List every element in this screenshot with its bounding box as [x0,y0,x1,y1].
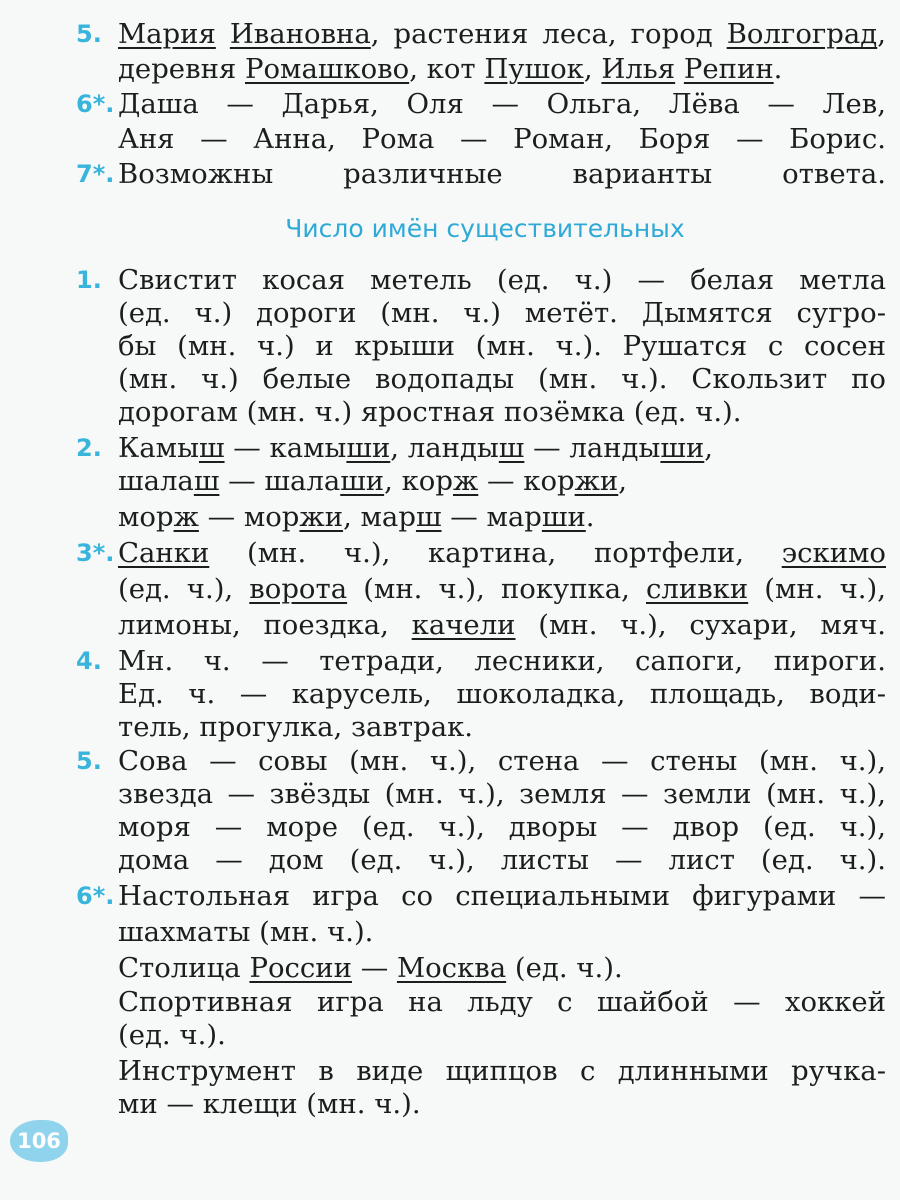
text-segment: (мн. ч.), картина, портфели, [209,537,782,569]
text-line [118,1088,886,1121]
text-line [118,297,886,330]
underlined-text: ш [415,501,442,533]
underlined-text: ж [452,465,479,497]
text-segment [216,18,230,50]
text-segment: шала [118,465,194,497]
text-segment: моря — море (ед. ч.), дворы — двор (ед. ч.), [118,811,886,843]
text-segment: Аня — Анна, Рома — Роман, Боря — Борис. [118,123,886,155]
underlined-text: ж [173,501,199,533]
text-segment: , кор [384,465,453,497]
text-segment: Сова — совы (мн. ч.), стена — стены (мн. ч.), [118,745,886,777]
text-segment: , кот [409,53,485,85]
text-line [118,573,886,606]
text-segment: деревня [118,53,245,85]
text-segment: — камы [224,432,347,464]
text-line [118,1019,886,1052]
underlined-text: Пушок [484,53,584,85]
underlined-text: эскимо [781,537,886,569]
underlined-text: Ивановна [229,18,371,50]
text-line [118,952,886,985]
text-segment: , растения леса, город [370,18,727,50]
text-segment: дорогам (мн. ч.) яростная позёмка (ед. ч.). [118,396,742,428]
text-segment: , ланды [390,432,499,464]
underlined-text: Санки [118,537,210,569]
text-line [118,432,886,465]
text-segment: (мн. ч.) белые водопады (мн. ч.). Скользит по [118,363,886,395]
text-line [118,645,886,678]
text-line [118,264,886,297]
page-number-badge [10,1120,68,1162]
underlined-text: ши [340,465,385,497]
text-line [118,1055,886,1088]
item-number: 1. [76,266,102,294]
text-segment: тель, прогулка, завтрак. [118,711,474,743]
item-number: 3*. [76,539,115,567]
page-number: 106 [17,1129,61,1153]
underlined-text: ш [198,432,225,464]
text-segment: — мар [441,501,542,533]
text-segment: , [583,53,602,85]
underlined-text: ш [498,432,525,464]
underlined-text: Илья [601,53,676,85]
text-line [118,811,886,844]
text-segment: , [618,465,628,497]
text-line [118,880,886,913]
text-segment: — кор [478,465,575,497]
underlined-text: ш [193,465,220,497]
text-segment: . [773,53,783,85]
item-number: 6*. [76,882,115,910]
underlined-text: качели [411,609,516,641]
underlined-text: жи [574,465,619,497]
text-line [118,678,886,711]
text-line [118,88,886,121]
underlined-text: Мария [118,18,216,50]
text-segment: Даша — Дарья, Оля — Ольга, Лёва — Лев, [118,88,886,120]
text-segment: — ланды [524,432,661,464]
text-segment: Свистит косая метель (ед. ч.) — белая метла [118,264,886,296]
text-segment: мор [118,501,174,533]
underlined-text: России [249,952,352,984]
text-line [118,711,886,744]
text-segment: — шала [219,465,341,497]
underlined-text: Волгоград [726,18,878,50]
text-line [118,501,886,534]
text-line [118,465,886,498]
text-segment: Ед. ч. — карусель, шоколадка, площадь, води- [118,678,886,710]
text-segment: — [351,952,397,984]
text-segment: лимоны, поездка, [118,609,412,641]
text-segment: (ед. ч.). [118,1019,226,1051]
underlined-text: Ромашково [245,53,410,85]
underlined-text: ши [346,432,391,464]
item-number: 2. [76,434,102,462]
text-segment: , [704,432,714,464]
text-segment: — мор [198,501,300,533]
text-line [118,778,886,811]
text-segment: Настольная игра со специальными фигурами — [118,880,886,912]
text-line [118,363,886,396]
text-segment: бы (мн. ч.) и крыши (мн. ч.). Рушатся с сосен [118,330,886,362]
text-segment: ми — клещи (мн. ч.). [118,1088,421,1120]
text-segment: звезда — звёзды (мн. ч.), земля — земли (мн. ч.), [118,778,886,810]
text-segment: Камы [118,432,199,464]
item-number: 4. [76,647,102,675]
underlined-text: Москва [396,952,507,984]
text-segment: (ед. ч.) дороги (мн. ч.) метёт. Дымятся сугро- [118,297,886,329]
text-line [118,53,886,86]
text-segment: . [585,501,595,533]
item-number: 7*. [76,160,115,188]
underlined-text: сливки [646,573,749,605]
text-line [118,986,886,1019]
text-line [118,745,886,778]
text-segment: (ед. ч.). [506,952,623,984]
text-segment: Спортивная игра на льду с шайбой — хоккей [118,986,886,1018]
text-segment: (мн. ч.), сухари, мяч. [515,609,887,641]
text-segment: шахматы (мн. ч.). [118,916,374,948]
text-segment [675,53,684,85]
text-segment: Возможны различные варианты ответа. [118,158,886,190]
text-segment: (мн. ч.), [748,573,886,605]
text-segment: Мн. ч. — тетради, лесники, сапоги, пироги. [118,645,886,677]
text-line [118,18,886,51]
section-title: Число имён существительных [285,214,685,243]
item-number: 6*. [76,90,115,118]
text-line [118,158,886,191]
text-line [118,844,886,877]
text-line [118,916,886,949]
item-number: 5. [76,747,102,775]
item-number: 5. [76,20,102,48]
underlined-text: ворота [249,573,348,605]
text-line [118,330,886,363]
text-segment: , [877,18,886,50]
text-segment: , мар [343,501,416,533]
text-line [118,537,886,570]
text-segment: Столица [118,952,250,984]
text-line [118,123,886,156]
underlined-text: ши [660,432,705,464]
text-line [118,396,886,429]
text-line [118,609,886,642]
text-segment: дома — дом (ед. ч.), листы — лист (ед. ч.). [118,844,886,876]
underlined-text: Репин [683,53,774,85]
text-segment: (мн. ч.), покупка, [347,573,646,605]
text-segment: Инструмент в виде щипцов с длинными ручка- [118,1055,886,1087]
text-segment: (ед. ч.), [118,573,250,605]
underlined-text: ши [541,501,586,533]
underlined-text: жи [299,501,344,533]
